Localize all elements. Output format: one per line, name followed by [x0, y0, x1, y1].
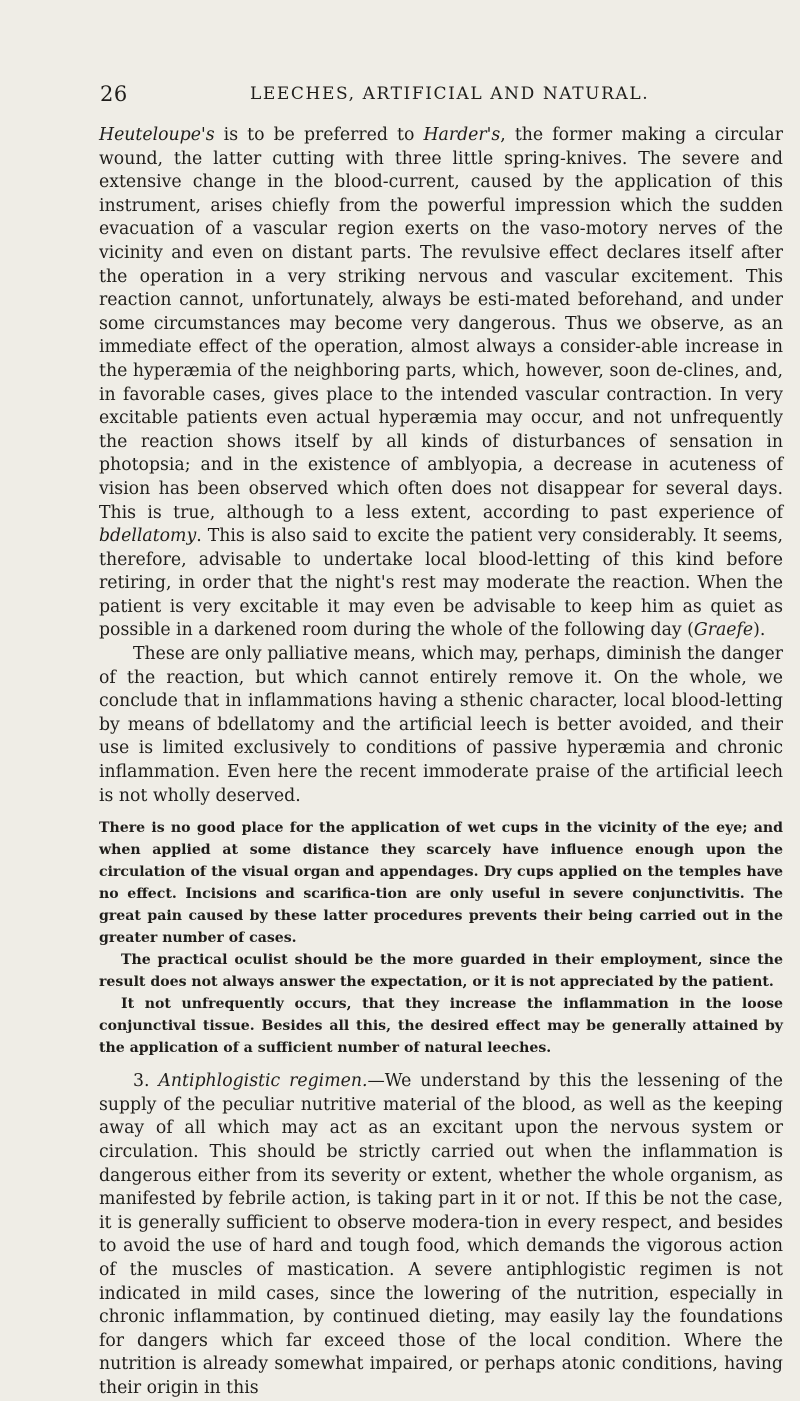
section-title: Antiphlogistic regimen.: [158, 1071, 368, 1092]
section-text: —We understand by this the lessening of the supply of the peculiar nutritive material of the blood, as well as the keeping away of all which may act as an excitant upon the nervous system or circulation. This should be strictly carried out when the inflammation is dangerous either from its severity or extent, whether the whole organism, as manifested by febrile action, is taking part in it or not. If this be not the case, it is generally sufficient to observe modera-tion in every respect, and besides to avoid the use of hard and tough food, which demands the vigorous action of the muscles of mastication. A severe antiphlogistic regimen is not indicated in mild cases, since the lowering of the nutrition, especially in chronic inflammation, by continued dieting, may easily lay the foundations for dangers which far exceed those of the local condition. Where the nutrition is already somewhat impaired, or perhaps atonic conditions, having their origin in this: [99, 1071, 784, 1398]
footnote-block: [99, 817, 783, 1059]
section-3: [99, 1070, 783, 1400]
note-1: There is no good place for the application of wet cups in the vicinity of the eye; and when applied at some distance they scarcely have influence enough upon the circulation of the visual organ and appendages. Dry cups applied on the temples have no effect. Incisions and scarifica-tion are only useful in severe conjunctivitis. The great pain caused by these latter procedures prevents their being carried out in the greater number of cases.: [99, 820, 783, 947]
note-2: The practical oculist should be the more guarded in their employment, since the result does not always answer the expectation, or it is not appreciated by the patient.: [99, 952, 783, 991]
italic-term: bdellatomy: [99, 526, 197, 547]
italic-term: Heuteloupe's: [99, 125, 215, 145]
text-run: . This is also said to excite the patient very considerably. It seems, therefore, advisable to undertake local blood-letting of this kind before retiring, in order that the night's rest may moderate the reaction. When the patient is very excitable it may even be advisable to keep him as quiet as possible in a darkened room during the whole of the following day (: [99, 526, 783, 641]
text-run: ).: [753, 620, 766, 641]
section-3-paragraph: [99, 1070, 783, 1400]
paragraph-2: These are only palliative means, which may, perhaps, diminish the danger of the reaction, but which cannot entirely remove it. On the whole, we conclude that in inflammations having a sthenic character, local blood-letting by means of bdellatomy and the artificial leech is better avoided, and their use is limited exclusively to conditions of passive hyperæmia and chronic inflammation. Even here the recent immoderate praise of the artificial leech is not wholly deserved.: [99, 644, 783, 806]
italic-term: Graefe: [693, 620, 754, 641]
page-body: [99, 124, 783, 1401]
paragraph-1: [99, 124, 783, 643]
page-number: 26: [100, 82, 128, 106]
running-head: LEECHES, ARTIFICIAL AND NATURAL.: [250, 84, 650, 104]
text-run: is to be preferred to: [214, 125, 424, 145]
italic-term: Harder's: [423, 125, 501, 145]
note-3: It not unfrequently occurs, that they increase the inflammation in the loose conjunctival tissue. Besides all this, the desired effect may be generally attained by the application of a sufficient number of natural leeches.: [99, 996, 783, 1057]
main-text: [99, 124, 783, 808]
text-run: , the former making a circular wound, the latter cutting with three little spring-knives. The severe and extensive change in the blood-current, caused by the application of this instrument, arises chiefly from the powerful impression which the sudden evacuation of a vascular region exerts on the vaso-motory nerves of the vicinity and even on distant parts. The revulsive effect declares itself after the operation in a very striking nervous and vascular excitement. This reaction cannot, unfortunately, always be esti-mated beforehand, and under some circumstances may become very dangerous. Thus we observe, as an immediate effect of the operation, almost always a consider-able increase in the hyperæmia of the neighboring parts, which, however, soon de-clines, and, in favorable cases, gives place to the intended vascular contraction. In very excitable patients even actual hyperæmia may occur, and not unfrequently the reaction shows itself by all kinds of disturbances of sensation in photopsia; and in the existence of amblyopia, a decrease in acuteness of vision has been observed which often does not disappear for several days. This is true, although to a less extent, according to past experience of: [99, 125, 783, 523]
section-number: 3.: [133, 1071, 159, 1092]
page-header: [100, 82, 780, 108]
